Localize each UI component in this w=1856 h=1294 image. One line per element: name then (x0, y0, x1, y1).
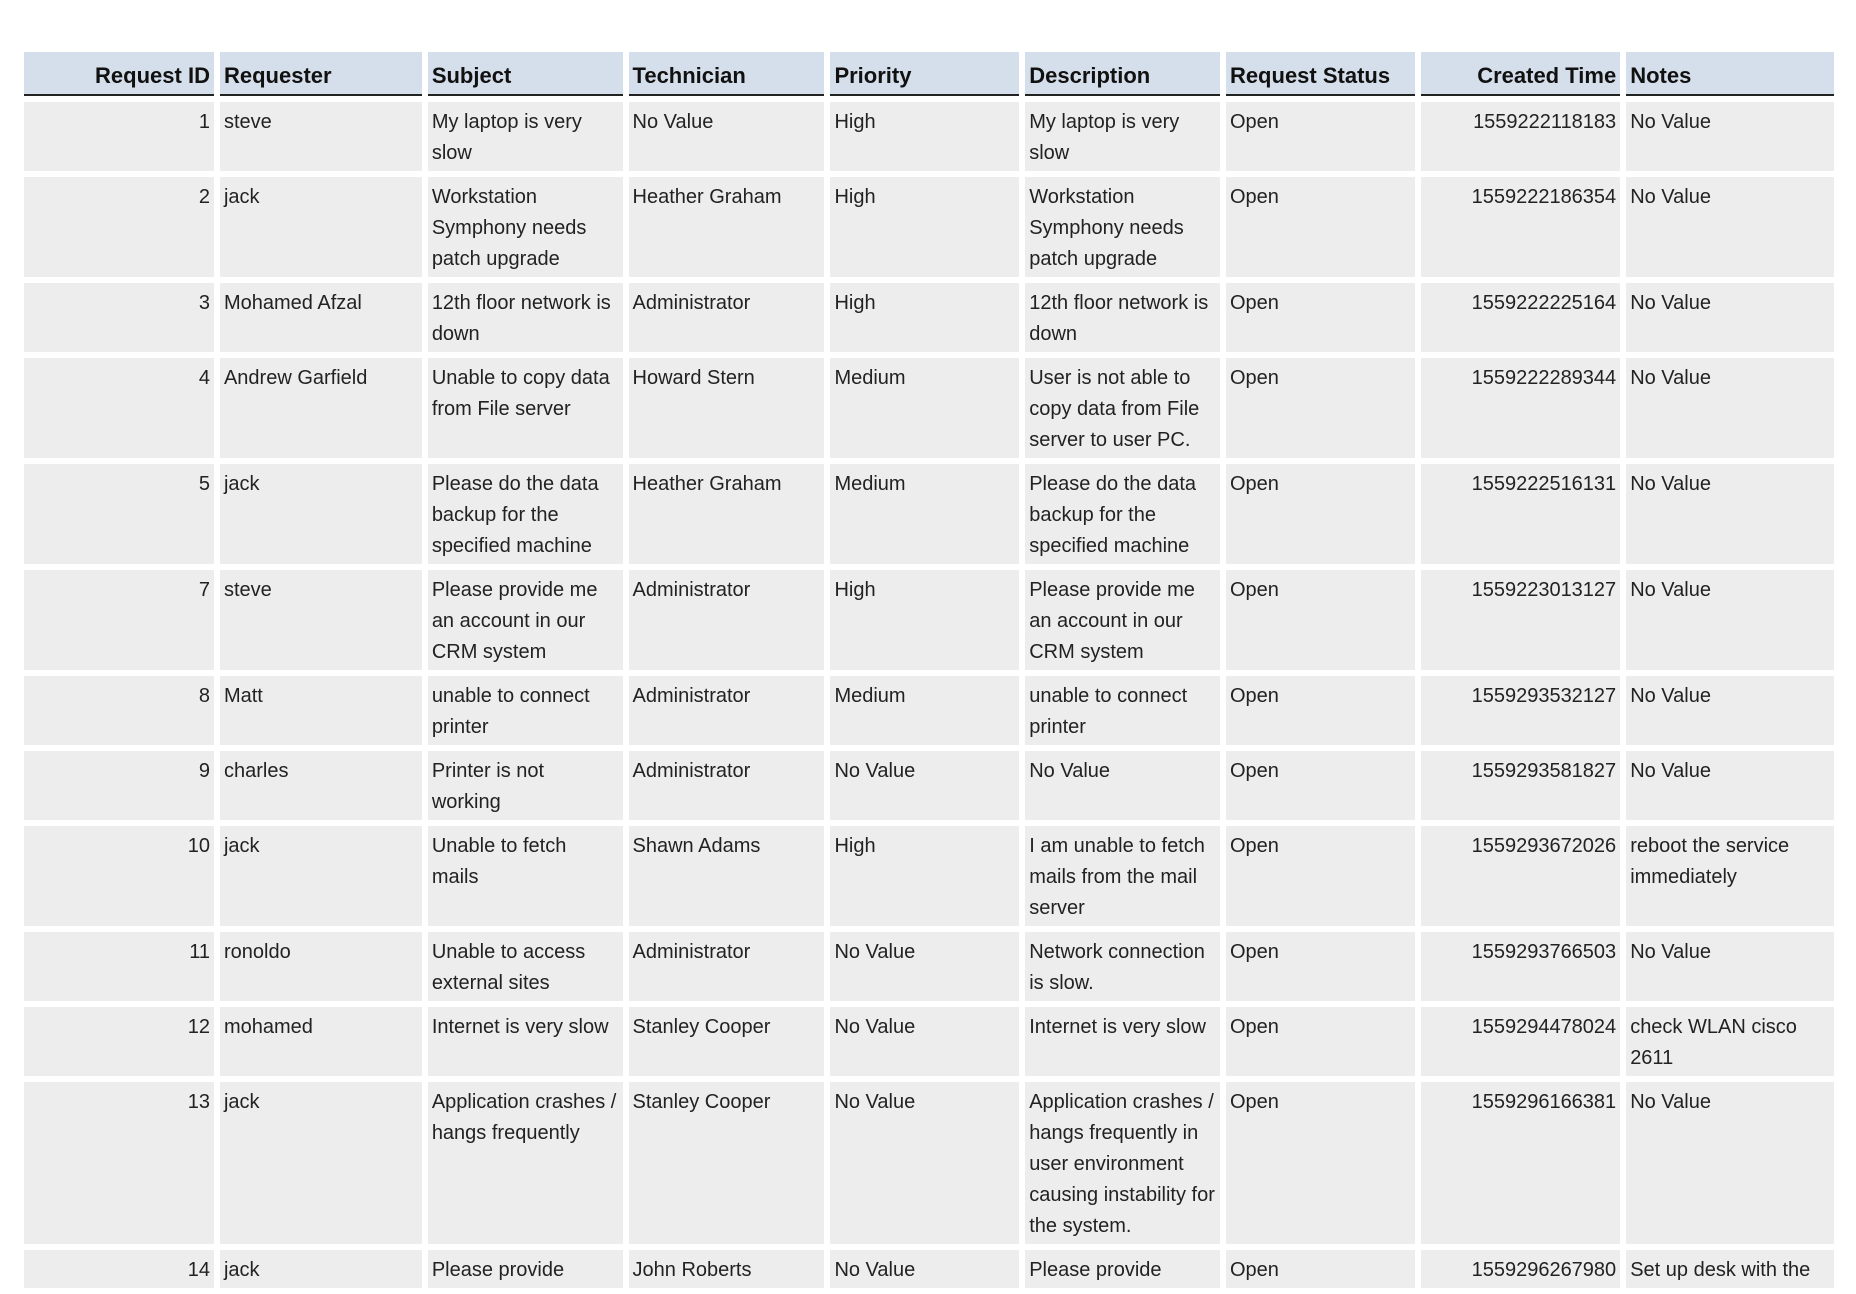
requests-table-container (24, 52, 1834, 1288)
priority-cell: No Value (830, 751, 1019, 820)
notes-cell: No Value (1626, 102, 1834, 171)
column-header-technician[interactable]: Technician (629, 52, 825, 96)
request-id-cell: 1 (24, 102, 214, 171)
created-time-cell: 1559222118183 (1421, 102, 1620, 171)
table-row[interactable] (24, 102, 1834, 171)
column-header-request-id[interactable]: Request ID (24, 52, 214, 96)
priority-cell: No Value (830, 1007, 1019, 1076)
request-id-cell: 5 (24, 464, 214, 564)
subject-cell: Printer is not working (428, 751, 623, 820)
request-status-cell: Open (1226, 826, 1415, 926)
technician-cell: Administrator (629, 570, 825, 670)
requester-cell: jack (220, 1082, 422, 1244)
description-cell: Please provide (1025, 1250, 1220, 1288)
request-status-cell: Open (1226, 102, 1415, 171)
description-cell: I am unable to fetch mails from the mail server (1025, 826, 1220, 926)
technician-cell: Administrator (629, 932, 825, 1001)
request-status-cell: Open (1226, 1082, 1415, 1244)
priority-cell: No Value (830, 1082, 1019, 1244)
table-row[interactable] (24, 177, 1834, 277)
request-id-cell: 10 (24, 826, 214, 926)
request-status-cell: Open (1226, 177, 1415, 277)
subject-cell: Unable to copy data from File server (428, 358, 623, 458)
request-status-cell: Open (1226, 1007, 1415, 1076)
priority-cell: Medium (830, 358, 1019, 458)
request-id-cell: 7 (24, 570, 214, 670)
description-cell: Workstation Symphony needs patch upgrade (1025, 177, 1220, 277)
description-cell: Please provide me an account in our CRM system (1025, 570, 1220, 670)
technician-cell: Shawn Adams (629, 826, 825, 926)
priority-cell: High (830, 826, 1019, 926)
subject-cell: Please provide (428, 1250, 623, 1288)
notes-cell: reboot the service immediately (1626, 826, 1834, 926)
table-header-row (24, 52, 1834, 96)
request-id-cell: 4 (24, 358, 214, 458)
technician-cell: Administrator (629, 283, 825, 352)
column-header-notes[interactable]: Notes (1626, 52, 1834, 96)
request-status-cell: Open (1226, 1250, 1415, 1288)
notes-cell: No Value (1626, 283, 1834, 352)
priority-cell: High (830, 177, 1019, 277)
created-time-cell: 1559222186354 (1421, 177, 1620, 277)
table-row[interactable] (24, 676, 1834, 745)
table-row[interactable] (24, 1250, 1834, 1288)
technician-cell: Stanley Cooper (629, 1007, 825, 1076)
notes-cell: No Value (1626, 177, 1834, 277)
priority-cell: High (830, 283, 1019, 352)
priority-cell: No Value (830, 1250, 1019, 1288)
table-row[interactable] (24, 358, 1834, 458)
subject-cell: Workstation Symphony needs patch upgrade (428, 177, 623, 277)
technician-cell: No Value (629, 102, 825, 171)
requester-cell: charles (220, 751, 422, 820)
created-time-cell: 1559293532127 (1421, 676, 1620, 745)
priority-cell: High (830, 102, 1019, 171)
notes-cell: No Value (1626, 751, 1834, 820)
priority-cell: High (830, 570, 1019, 670)
column-header-requester[interactable]: Requester (220, 52, 422, 96)
table-row[interactable] (24, 1082, 1834, 1244)
request-id-cell: 12 (24, 1007, 214, 1076)
requester-cell: ronoldo (220, 932, 422, 1001)
description-cell: unable to connect printer (1025, 676, 1220, 745)
notes-cell: No Value (1626, 676, 1834, 745)
subject-cell: 12th floor network is down (428, 283, 623, 352)
description-cell: Network connection is slow. (1025, 932, 1220, 1001)
notes-cell: No Value (1626, 570, 1834, 670)
technician-cell: Howard Stern (629, 358, 825, 458)
table-row[interactable] (24, 826, 1834, 926)
column-header-created-time[interactable]: Created Time (1421, 52, 1620, 96)
request-status-cell: Open (1226, 358, 1415, 458)
priority-cell: No Value (830, 932, 1019, 1001)
subject-cell: Application crashes / hangs frequently (428, 1082, 623, 1244)
column-header-subject[interactable]: Subject (428, 52, 623, 96)
request-id-cell: 14 (24, 1250, 214, 1288)
requester-cell: steve (220, 570, 422, 670)
requester-cell: mohamed (220, 1007, 422, 1076)
description-cell: Internet is very slow (1025, 1007, 1220, 1076)
description-cell: Please do the data backup for the specified machine (1025, 464, 1220, 564)
requester-cell: jack (220, 826, 422, 926)
notes-cell: No Value (1626, 358, 1834, 458)
description-cell: No Value (1025, 751, 1220, 820)
description-cell: 12th floor network is down (1025, 283, 1220, 352)
table-row[interactable] (24, 283, 1834, 352)
table-row[interactable] (24, 932, 1834, 1001)
requests-table (18, 46, 1840, 1294)
subject-cell: Please do the data backup for the specified machine (428, 464, 623, 564)
request-status-cell: Open (1226, 751, 1415, 820)
notes-cell: No Value (1626, 932, 1834, 1001)
created-time-cell: 1559222225164 (1421, 283, 1620, 352)
created-time-cell: 1559294478024 (1421, 1007, 1620, 1076)
technician-cell: Administrator (629, 676, 825, 745)
table-row[interactable] (24, 1007, 1834, 1076)
subject-cell: Unable to fetch mails (428, 826, 623, 926)
request-id-cell: 11 (24, 932, 214, 1001)
subject-cell: Unable to access external sites (428, 932, 623, 1001)
notes-cell: No Value (1626, 1082, 1834, 1244)
description-cell: My laptop is very slow (1025, 102, 1220, 171)
column-header-priority[interactable]: Priority (830, 52, 1019, 96)
created-time-cell: 1559222289344 (1421, 358, 1620, 458)
technician-cell: Administrator (629, 751, 825, 820)
created-time-cell: 1559296166381 (1421, 1082, 1620, 1244)
request-status-cell: Open (1226, 464, 1415, 564)
notes-cell: Set up desk with the (1626, 1250, 1834, 1288)
technician-cell: Stanley Cooper (629, 1082, 825, 1244)
description-cell: User is not able to copy data from File server to user PC. (1025, 358, 1220, 458)
requester-cell: jack (220, 464, 422, 564)
requester-cell: jack (220, 1250, 422, 1288)
technician-cell: Heather Graham (629, 177, 825, 277)
request-status-cell: Open (1226, 676, 1415, 745)
created-time-cell: 1559296267980 (1421, 1250, 1620, 1288)
notes-cell: No Value (1626, 464, 1834, 564)
requester-cell: jack (220, 177, 422, 277)
table-body (24, 102, 1834, 1288)
description-cell: Application crashes / hangs frequently in user environment causing instability for the system. (1025, 1082, 1220, 1244)
request-status-cell: Open (1226, 570, 1415, 670)
technician-cell: John Roberts (629, 1250, 825, 1288)
subject-cell: unable to connect printer (428, 676, 623, 745)
created-time-cell: 1559293581827 (1421, 751, 1620, 820)
notes-cell: check WLAN cisco 2611 (1626, 1007, 1834, 1076)
subject-cell: Internet is very slow (428, 1007, 623, 1076)
request-id-cell: 2 (24, 177, 214, 277)
request-id-cell: 3 (24, 283, 214, 352)
subject-cell: My laptop is very slow (428, 102, 623, 171)
table-row[interactable] (24, 570, 1834, 670)
table-row[interactable] (24, 751, 1834, 820)
table-row[interactable] (24, 464, 1834, 564)
created-time-cell: 1559293672026 (1421, 826, 1620, 926)
column-header-description[interactable]: Description (1025, 52, 1220, 96)
technician-cell: Heather Graham (629, 464, 825, 564)
request-id-cell: 9 (24, 751, 214, 820)
request-status-cell: Open (1226, 932, 1415, 1001)
requester-cell: Matt (220, 676, 422, 745)
subject-cell: Please provide me an account in our CRM system (428, 570, 623, 670)
priority-cell: Medium (830, 676, 1019, 745)
column-header-request-status[interactable]: Request Status (1226, 52, 1415, 96)
requester-cell: Mohamed Afzal (220, 283, 422, 352)
request-status-cell: Open (1226, 283, 1415, 352)
priority-cell: Medium (830, 464, 1019, 564)
requester-cell: Andrew Garfield (220, 358, 422, 458)
created-time-cell: 1559293766503 (1421, 932, 1620, 1001)
created-time-cell: 1559222516131 (1421, 464, 1620, 564)
request-id-cell: 8 (24, 676, 214, 745)
created-time-cell: 1559223013127 (1421, 570, 1620, 670)
request-id-cell: 13 (24, 1082, 214, 1244)
requester-cell: steve (220, 102, 422, 171)
